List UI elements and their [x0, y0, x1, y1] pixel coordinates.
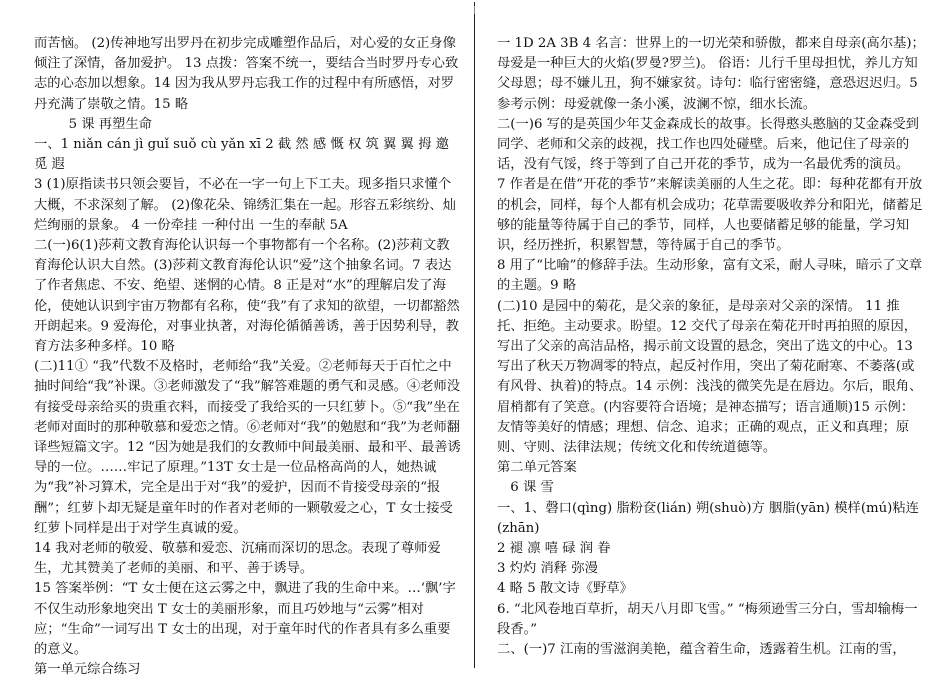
- paragraph: 3 灼灼 消释 弥漫: [497, 561, 598, 577]
- paragraph: 4 略 5 散文诗《野草》: [497, 581, 633, 597]
- column-divider: [474, 2, 475, 668]
- paragraph: 而苦恼。 (2)传神地写出罗丹在初步完成雕塑作品后，对心爱的女正身像倾注了深情，备加爱护。 13 点拨：答案不统一，要结合当时罗丹专心致志的心态加以想象。14 因为我从罗丹忘我工作的过程中有所感悟，对罗丹充满了崇敬之情。15 略: [34, 36, 459, 112]
- paragraph: (二)10 是园中的菊花，是父亲的象征，是母亲对父亲的深情。 11 推托、拒绝。主动要求。盼望。12 交代了母亲在菊花开时再拍照的原因，写出了父亲的高洁品格，揭示前文设置的悬念，突出了选文的中心。13 写出了秋天万物凋零的特点，起反衬作用，突出了菊花耐寒、不萎落(或有风骨、执着)的特点。14 示例：浅浅的微笑先是在唇边。尔后，眼角、眉梢都有了笑意。(内容要符合语境；是神态描写；语言通顺)15 示例：友情等美好的情感；理想、信念、追求；正确的观点，正义和真理；原则、守则、法律法规；传统文化和传统道德等。: [497, 298, 923, 456]
- right-column: [497, 34, 925, 666]
- lesson-heading: 6 课 雪: [510, 480, 554, 496]
- section-heading: 第一单元综合练习: [34, 662, 141, 678]
- paragraph: 一、1、磬口(qìng) 脂粉奁(lián) 朔(shuò)方 胭脂(yān) 模样(mú)粘连(zhān): [497, 500, 919, 536]
- lesson-heading: 5 课 再塑生命: [68, 116, 152, 132]
- paragraph: 6. “北风卷地百草折，胡天八月即飞雪。” “梅须逊雪三分白，雪却输梅一段香。”: [497, 601, 918, 637]
- paragraph: 二(一)6 写的是英国少年艾金森成长的故事。长得憨头憨脑的艾金森受到同学、老师和父亲的歧视，找工作也四处碰壁。后来，他记住了母亲的话，没有气馁，终于等到了自己开花的季节，成为一名最优秀的演员。: [497, 116, 919, 173]
- column-divider-tick: [474, 6, 475, 14]
- paragraph: 二(一)6(1)莎莉文教育海伦认识每一个事物都有一个名称。(2)莎莉文教育海伦认识大自然。(3)莎莉文教育海伦认识“爱”这个抽象名词。7 表达了作者焦虑、不安、绝望、迷惘的心情。8 正是对“水”的理解启发了海伦，使她认识到宇宙万物都有名称，使“我”有了求知的欲望，一切都豁然开朗起来。9 爱海伦，对事业执著，对海伦循循善诱，善于因势利导，教育方法多种多样。10 略: [34, 238, 460, 355]
- paragraph: 15 答案举例：“T 女士便在这云雾之中，飘进了我的生命中来。…‘飘’字不仅生动形象地突出 T 女士的美丽形象，而且巧妙地与“云雾”相对应；“生命”一词写出 T 女士的出现，对于童年时代的作者具有多么重要的意义。: [34, 581, 456, 658]
- paragraph: 二、(一)7 江南的雪滋润美艳，蕴含着生命，透露着生机。江南的雪，: [497, 642, 906, 658]
- paragraph: 7 作者是在借“开花的季节”来解读美丽的人生之花。即：每种花都有开放的机会，同样，每个人都有机会成功；花草需要吸收养分和阳光，储蓄足够的能量等待属于自己的季节，同样，人也要储蓄足够的能量，学习知识，经历挫折，积累智慧，等待属于自己的季节。: [497, 177, 923, 254]
- paragraph: 2 褪 凛 嘻 碌 润 眷: [497, 541, 611, 557]
- paragraph: 一 1D 2A 3B 4 名言：世界上的一切光荣和骄傲，都来自母亲(高尔基)；母爱是一种巨大的火焰(罗曼?罗兰)。 俗语：儿行千里母担忧，养儿方知父母恩；母不嫌儿丑，狗不嫌家贫。诗句：临行密密缝，意恐迟迟归。5 参考示例：母爱就像一条小溪，波澜不惊，细水长流。: [497, 36, 925, 112]
- paragraph: 14 我对老师的敬爱、敬慕和爱恋、沉痛而深切的思念。表现了尊师爱生，尤其赞美了老师的美丽、和平、善于诱导。: [34, 541, 441, 577]
- paragraph: 一、1 niǎn cán jì guǐ suǒ cù yǎn xī 2 截 然 感 慨 权 筑 翼 翼 拇 邀 觅 遐: [34, 137, 449, 173]
- paragraph: 8 用了“比喻”的修辞手法。生动形象，富有文采，耐人寻味，暗示了文章的主题。9 略: [497, 258, 923, 294]
- left-column: [34, 34, 462, 678]
- paragraph: (二)11① “我”代数不及格时，老师给“我”关爱。②老师每天于百忙之中抽时间给“我”补课。③老师激发了“我”解答难题的勇气和灵感。④老师没有接受母亲给买的贵重衣料，而接受了我给买的一只红萝卜。⑤“我”坐在老师对面时的那种敬慕和爱恋之情。⑥老师对“我”的勉慰和“我”为老师翻译些短篇文字。12 “因为她是我们的女教师中间最美丽、最和平、最善诱导的一位。……牢记了原理。”13T 女士是一位品格高尚的人，她热诚为“我”补习算术，完全是出于对“我”的爱护，因而不肯接受母亲的“报酬”；红萝卜却无疑是童年时的作者对老师的一颗敬爱之心，T 女士接受红萝卜同样是出于对学生真诚的爱。: [34, 359, 461, 536]
- section-heading: 第二单元答案: [497, 460, 577, 476]
- paragraph: 3 (1)原指读书只领会要旨，不必在一字一句上下工夫。现多指只求懂个大概，不求深刻了解。 (2)像花朵、锦绣汇集在一起。形容五彩缤纷、灿烂绚丽的景象。 4 一份牵挂 一种付出 一生的奉献 5A: [34, 177, 456, 233]
